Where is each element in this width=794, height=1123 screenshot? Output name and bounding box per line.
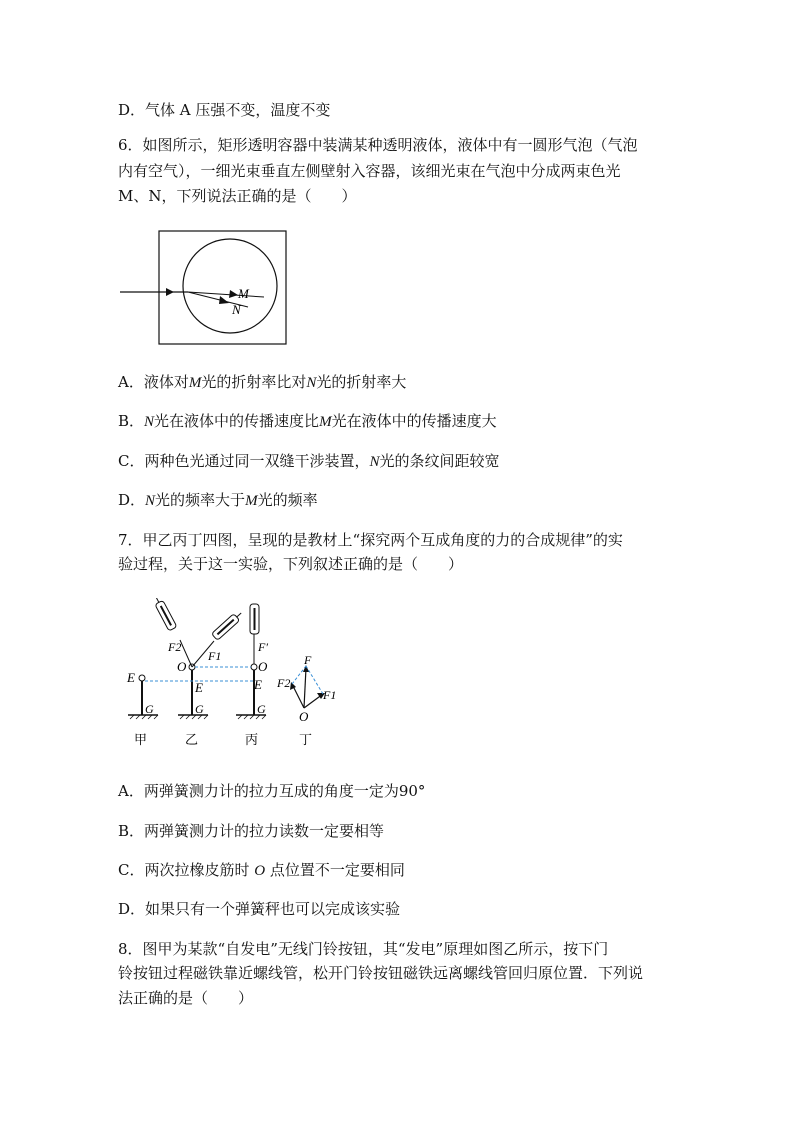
caption-yi: 乙: [185, 732, 199, 747]
knot-o-bing: [251, 664, 257, 670]
label-fprime-bing: F′: [258, 640, 268, 654]
q7-stem-line1: 7．甲乙丙丁四图，呈现的是教材上“探究两个互成角度的力的合成规律”的实: [118, 531, 623, 549]
spring-scale-vertical: [250, 604, 259, 634]
q7-option-d: D．如果只有一个弹簧秤也可以完成该实验: [118, 900, 401, 918]
q6-stem-line2: 内有空气），一细光束垂直左侧壁射入容器，该细光束在气泡中分成两束色光: [118, 162, 621, 180]
q6-option-a: A．液体对M光的折射率比对N光的折射率大: [118, 373, 407, 391]
q7-option-b: B．两弹簧测力计的拉力读数一定要相等: [118, 822, 385, 840]
q8-stem-line2: 铃按钮过程磁铁靠近螺线管，松开门铃按钮磁铁远离螺线管回归原位置．下列说: [118, 964, 644, 982]
q6-option-b: B．N光在液体中的传播速度比M光在液体中的传播速度大: [118, 412, 497, 430]
ray-m-arrow-head: [229, 290, 238, 298]
knot-e-jia: [139, 675, 145, 681]
q8-stem-line3: 法正确的是（ ）: [118, 989, 254, 1007]
q6-stem-line1: 6．如图所示，矩形透明容器中装满某种透明液体，液体中有一圆形气泡（气泡: [118, 136, 638, 154]
q5-option-d: D．气体 A 压强不变，温度不变: [118, 101, 331, 119]
q7-option-a: A．两弹簧测力计的拉力互成的角度一定为90°: [118, 782, 426, 800]
label-g-jia: G: [145, 702, 154, 716]
label-o-bing: O: [258, 659, 268, 674]
label-f2-yi: F2: [168, 640, 182, 654]
container-rect: [159, 231, 286, 344]
air-bubble: [183, 239, 277, 333]
label-e-jia: E: [127, 670, 135, 685]
incident-arrow-head: [166, 288, 174, 296]
label-e-bing: E: [254, 677, 262, 692]
label-o-ding: O: [299, 709, 309, 724]
label-f-ding: F: [304, 653, 312, 667]
label-f1-yi: F1: [208, 649, 222, 663]
label-o-yi: O: [177, 659, 187, 674]
label-f1-ding: F1: [323, 688, 337, 702]
spring-scale-left: [152, 598, 177, 631]
label-n: N: [232, 302, 241, 317]
caption-bing: 丙: [245, 732, 259, 747]
q8-stem-line1: 8．图甲为某款“自发电”无线门铃按钮，其“发电”原理如图乙所示，按下门: [118, 940, 609, 958]
q6-option-c: C．两种色光通过同一双缝干涉装置，N光的条纹间距较宽: [118, 452, 500, 470]
vector-f: [304, 668, 306, 708]
label-e-yi: E: [195, 680, 203, 695]
q6-bubble-figure: [118, 228, 293, 348]
parallelogram-side-b: [306, 666, 323, 694]
q6-stem-line3: M、N，下列说法正确的是（ ）: [118, 187, 357, 205]
q7-option-c: C．两次拉橡皮筋时 O 点位置不一定要相同: [118, 861, 405, 879]
label-m: M: [238, 286, 249, 301]
q7-force-experiment-figure: [118, 598, 348, 748]
caption-ding: 丁: [299, 732, 313, 747]
label-f2-ding: F2: [277, 676, 291, 690]
label-g-yi: G: [195, 702, 204, 716]
spring-scale-right: [211, 610, 244, 641]
parallelogram-side-a: [292, 666, 306, 684]
q6-option-d: D．N光的频率大于M光的频率: [118, 491, 318, 509]
ray-n-arrow-head: [219, 296, 229, 304]
label-g-bing: G: [257, 702, 266, 716]
caption-jia: 甲: [134, 732, 148, 747]
q7-stem-line2: 验过程，关于这一实验，下列叙述正确的是（ ）: [118, 555, 464, 573]
